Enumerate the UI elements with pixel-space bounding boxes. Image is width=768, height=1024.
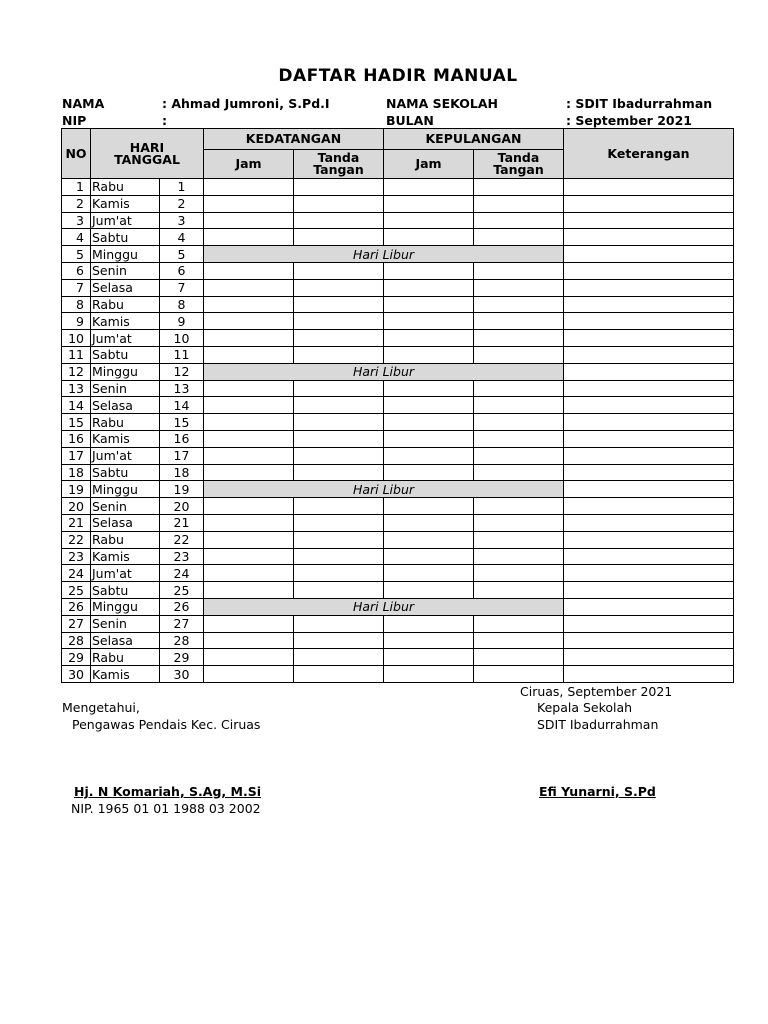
keterangan-cell xyxy=(564,246,734,263)
row-number: 3 xyxy=(62,212,91,229)
table-row xyxy=(62,229,734,246)
ttd-datang-cell xyxy=(294,414,384,431)
ttd-datang-cell xyxy=(294,666,384,683)
row-date: 10 xyxy=(160,330,204,347)
row-date: 6 xyxy=(160,262,204,279)
row-day: Sabtu xyxy=(91,346,160,363)
holiday-label: Hari Libur xyxy=(204,481,564,498)
row-day: Jum'at xyxy=(91,565,160,582)
jam-datang-cell xyxy=(204,666,294,683)
row-day: Rabu xyxy=(91,649,160,666)
right-title-2: SDIT Ibadurrahman xyxy=(537,717,659,732)
right-signatory-name: Efi Yunarni, S.Pd xyxy=(539,784,656,799)
table-row xyxy=(62,582,734,599)
keterangan-cell xyxy=(564,195,734,212)
keterangan-cell xyxy=(564,615,734,632)
ttd-datang-cell xyxy=(294,565,384,582)
row-number: 27 xyxy=(62,615,91,632)
ttd-datang-cell xyxy=(294,179,384,196)
row-number: 30 xyxy=(62,666,91,683)
table-row xyxy=(62,330,734,347)
ttd-datang-cell xyxy=(294,498,384,515)
row-day: Sabtu xyxy=(91,464,160,481)
table-row xyxy=(62,212,734,229)
keterangan-cell xyxy=(564,481,734,498)
row-number: 2 xyxy=(62,195,91,212)
table-row xyxy=(62,565,734,582)
holiday-label: Hari Libur xyxy=(204,246,564,263)
keterangan-cell xyxy=(564,330,734,347)
nama-label: NAMA xyxy=(62,96,105,111)
row-date: 9 xyxy=(160,313,204,330)
row-day: Jum'at xyxy=(91,330,160,347)
right-title-1: Kepala Sekolah xyxy=(537,700,633,715)
jam-pulang-cell xyxy=(384,514,474,531)
jam-pulang-cell xyxy=(384,313,474,330)
row-date: 12 xyxy=(160,363,204,380)
row-date: 14 xyxy=(160,397,204,414)
nama-value: : Ahmad Jumroni, S.Pd.I xyxy=(162,96,330,111)
keterangan-cell xyxy=(564,380,734,397)
table-row xyxy=(62,666,734,683)
table-row xyxy=(62,430,734,447)
keterangan-cell xyxy=(564,363,734,380)
table-row xyxy=(62,246,734,263)
table-row xyxy=(62,195,734,212)
jam-datang-cell xyxy=(204,615,294,632)
row-day: Kamis xyxy=(91,430,160,447)
mengetahui-label: Mengetahui, xyxy=(62,700,140,715)
keterangan-cell xyxy=(564,582,734,599)
jam-datang-cell xyxy=(204,296,294,313)
row-number: 18 xyxy=(62,464,91,481)
row-number: 11 xyxy=(62,346,91,363)
ttd-datang-cell xyxy=(294,632,384,649)
keterangan-cell xyxy=(564,397,734,414)
row-day: Sabtu xyxy=(91,582,160,599)
keterangan-cell xyxy=(564,229,734,246)
ttd-datang-cell xyxy=(294,330,384,347)
ttd-pulang-cell xyxy=(474,313,564,330)
row-date: 23 xyxy=(160,548,204,565)
table-row xyxy=(62,632,734,649)
ttd-datang-cell xyxy=(294,346,384,363)
row-date: 27 xyxy=(160,615,204,632)
row-date: 17 xyxy=(160,447,204,464)
jam-pulang-cell xyxy=(384,179,474,196)
ttd-pulang-cell xyxy=(474,615,564,632)
jam-pulang-cell xyxy=(384,498,474,515)
col-keterangan-header: Keterangan xyxy=(564,129,734,179)
jam-datang-cell xyxy=(204,430,294,447)
jam-datang-cell xyxy=(204,397,294,414)
ttd-pulang-cell xyxy=(474,582,564,599)
row-date: 13 xyxy=(160,380,204,397)
row-day: Selasa xyxy=(91,632,160,649)
jam-pulang-cell xyxy=(384,649,474,666)
ttd-datang-cell xyxy=(294,464,384,481)
ttd-datang-cell xyxy=(294,380,384,397)
row-day: Kamis xyxy=(91,195,160,212)
ttd-pulang-cell xyxy=(474,430,564,447)
row-number: 4 xyxy=(62,229,91,246)
row-date: 28 xyxy=(160,632,204,649)
ttd-pulang-cell xyxy=(474,279,564,296)
row-date: 3 xyxy=(160,212,204,229)
jam-pulang-cell xyxy=(384,430,474,447)
ttd-datang-cell xyxy=(294,430,384,447)
row-date: 24 xyxy=(160,565,204,582)
row-number: 13 xyxy=(62,380,91,397)
keterangan-cell xyxy=(564,346,734,363)
row-day: Jum'at xyxy=(91,447,160,464)
ttd-datang-cell xyxy=(294,313,384,330)
row-date: 21 xyxy=(160,514,204,531)
row-date: 26 xyxy=(160,598,204,615)
ttd-pulang-cell xyxy=(474,330,564,347)
table-row xyxy=(62,296,734,313)
nip-label: NIP xyxy=(62,113,87,128)
jam-datang-cell xyxy=(204,380,294,397)
row-day: Rabu xyxy=(91,531,160,548)
row-number: 26 xyxy=(62,598,91,615)
ttd-datang-cell xyxy=(294,447,384,464)
col-ttd-datang-header: Tanda Tangan xyxy=(294,150,384,179)
jam-datang-cell xyxy=(204,346,294,363)
table-row xyxy=(62,598,734,615)
row-day: Rabu xyxy=(91,414,160,431)
ttd-pulang-cell xyxy=(474,346,564,363)
ttd-pulang-cell xyxy=(474,414,564,431)
row-number: 6 xyxy=(62,262,91,279)
row-date: 20 xyxy=(160,498,204,515)
jam-datang-cell xyxy=(204,548,294,565)
keterangan-cell xyxy=(564,548,734,565)
ttd-datang-cell xyxy=(294,212,384,229)
row-day: Selasa xyxy=(91,397,160,414)
row-day: Senin xyxy=(91,615,160,632)
table-row xyxy=(62,397,734,414)
ttd-pulang-cell xyxy=(474,498,564,515)
sekolah-label: NAMA SEKOLAH xyxy=(386,96,498,111)
col-kepulangan-header: KEPULANGAN xyxy=(384,129,564,150)
ttd-pulang-cell xyxy=(474,632,564,649)
jam-datang-cell xyxy=(204,514,294,531)
keterangan-cell xyxy=(564,447,734,464)
row-date: 4 xyxy=(160,229,204,246)
row-date: 2 xyxy=(160,195,204,212)
jam-pulang-cell xyxy=(384,447,474,464)
jam-pulang-cell xyxy=(384,548,474,565)
row-number: 29 xyxy=(62,649,91,666)
row-number: 8 xyxy=(62,296,91,313)
jam-pulang-cell xyxy=(384,279,474,296)
holiday-label: Hari Libur xyxy=(204,598,564,615)
table-row xyxy=(62,498,734,515)
row-date: 7 xyxy=(160,279,204,296)
row-day: Kamis xyxy=(91,313,160,330)
jam-pulang-cell xyxy=(384,229,474,246)
row-day: Minggu xyxy=(91,363,160,380)
row-day: Selasa xyxy=(91,279,160,296)
table-row xyxy=(62,447,734,464)
row-day: Kamis xyxy=(91,548,160,565)
ttd-pulang-cell xyxy=(474,229,564,246)
col-ttd-pulang-header: Tanda Tangan xyxy=(474,150,564,179)
table-row xyxy=(62,615,734,632)
jam-datang-cell xyxy=(204,447,294,464)
keterangan-cell xyxy=(564,313,734,330)
jam-pulang-cell xyxy=(384,666,474,683)
row-number: 5 xyxy=(62,246,91,263)
row-day: Rabu xyxy=(91,296,160,313)
row-number: 22 xyxy=(62,531,91,548)
row-number: 15 xyxy=(62,414,91,431)
table-row xyxy=(62,262,734,279)
ttd-pulang-cell xyxy=(474,565,564,582)
row-date: 16 xyxy=(160,430,204,447)
ttd-datang-cell xyxy=(294,514,384,531)
keterangan-cell xyxy=(564,649,734,666)
jam-pulang-cell xyxy=(384,212,474,229)
col-jam-datang-header: Jam xyxy=(204,150,294,179)
table-row xyxy=(62,279,734,296)
jam-datang-cell xyxy=(204,632,294,649)
jam-datang-cell xyxy=(204,179,294,196)
row-number: 1 xyxy=(62,179,91,196)
page-title: DAFTAR HADIR MANUAL xyxy=(278,66,518,86)
ttd-datang-cell xyxy=(294,582,384,599)
left-signatory-name: Hj. N Komariah, S.Ag, M.Si xyxy=(74,784,262,799)
row-number: 16 xyxy=(62,430,91,447)
keterangan-cell xyxy=(564,464,734,481)
row-day: Senin xyxy=(91,380,160,397)
row-day: Kamis xyxy=(91,666,160,683)
jam-datang-cell xyxy=(204,498,294,515)
row-day: Senin xyxy=(91,262,160,279)
jam-pulang-cell xyxy=(384,330,474,347)
jam-datang-cell xyxy=(204,195,294,212)
jam-pulang-cell xyxy=(384,195,474,212)
ttd-pulang-cell xyxy=(474,447,564,464)
table-row xyxy=(62,179,734,196)
jam-pulang-cell xyxy=(384,531,474,548)
keterangan-cell xyxy=(564,565,734,582)
jam-datang-cell xyxy=(204,262,294,279)
table-row xyxy=(62,380,734,397)
ttd-datang-cell xyxy=(294,548,384,565)
jam-pulang-cell xyxy=(384,414,474,431)
jam-datang-cell xyxy=(204,212,294,229)
table-row xyxy=(62,531,734,548)
row-day: Jum'at xyxy=(91,212,160,229)
jam-datang-cell xyxy=(204,229,294,246)
attendance-table xyxy=(61,128,734,683)
left-title: Pengawas Pendais Kec. Ciruas xyxy=(72,717,261,732)
jam-datang-cell xyxy=(204,279,294,296)
ttd-pulang-cell xyxy=(474,195,564,212)
ttd-pulang-cell xyxy=(474,179,564,196)
ttd-datang-cell xyxy=(294,296,384,313)
ttd-pulang-cell xyxy=(474,212,564,229)
row-number: 25 xyxy=(62,582,91,599)
holiday-label: Hari Libur xyxy=(204,363,564,380)
row-day: Sabtu xyxy=(91,229,160,246)
keterangan-cell xyxy=(564,598,734,615)
row-date: 22 xyxy=(160,531,204,548)
ttd-datang-cell xyxy=(294,615,384,632)
ttd-pulang-cell xyxy=(474,666,564,683)
row-number: 23 xyxy=(62,548,91,565)
jam-datang-cell xyxy=(204,649,294,666)
bulan-label: BULAN xyxy=(386,113,434,128)
jam-pulang-cell xyxy=(384,632,474,649)
row-number: 20 xyxy=(62,498,91,515)
ttd-datang-cell xyxy=(294,262,384,279)
col-jam-pulang-header: Jam xyxy=(384,150,474,179)
table-row xyxy=(62,346,734,363)
ttd-pulang-cell xyxy=(474,514,564,531)
ttd-datang-cell xyxy=(294,531,384,548)
jam-datang-cell xyxy=(204,313,294,330)
ttd-pulang-cell xyxy=(474,531,564,548)
row-number: 10 xyxy=(62,330,91,347)
ttd-pulang-cell xyxy=(474,464,564,481)
ttd-pulang-cell xyxy=(474,649,564,666)
keterangan-cell xyxy=(564,666,734,683)
row-date: 11 xyxy=(160,346,204,363)
nip-value: : xyxy=(162,113,167,128)
row-day: Selasa xyxy=(91,514,160,531)
row-day: Minggu xyxy=(91,598,160,615)
table-row xyxy=(62,548,734,565)
row-number: 24 xyxy=(62,565,91,582)
sekolah-value: : SDIT Ibadurrahman xyxy=(566,96,713,111)
jam-datang-cell xyxy=(204,565,294,582)
left-signatory-nip: NIP. 1965 01 01 1988 03 2002 xyxy=(71,801,261,816)
bulan-value: : September 2021 xyxy=(566,113,692,128)
jam-pulang-cell xyxy=(384,380,474,397)
row-date: 8 xyxy=(160,296,204,313)
row-number: 17 xyxy=(62,447,91,464)
jam-pulang-cell xyxy=(384,296,474,313)
keterangan-cell xyxy=(564,296,734,313)
row-date: 18 xyxy=(160,464,204,481)
jam-pulang-cell xyxy=(384,397,474,414)
col-kedatangan-header: KEDATANGAN xyxy=(204,129,384,150)
row-day: Minggu xyxy=(91,481,160,498)
row-date: 30 xyxy=(160,666,204,683)
row-number: 9 xyxy=(62,313,91,330)
ttd-datang-cell xyxy=(294,279,384,296)
row-date: 25 xyxy=(160,582,204,599)
ttd-datang-cell xyxy=(294,195,384,212)
ttd-pulang-cell xyxy=(474,296,564,313)
keterangan-cell xyxy=(564,279,734,296)
ttd-datang-cell xyxy=(294,649,384,666)
jam-pulang-cell xyxy=(384,464,474,481)
jam-datang-cell xyxy=(204,330,294,347)
jam-pulang-cell xyxy=(384,565,474,582)
jam-pulang-cell xyxy=(384,582,474,599)
jam-datang-cell xyxy=(204,582,294,599)
row-number: 21 xyxy=(62,514,91,531)
jam-pulang-cell xyxy=(384,615,474,632)
row-date: 29 xyxy=(160,649,204,666)
ttd-datang-cell xyxy=(294,229,384,246)
row-date: 1 xyxy=(160,179,204,196)
row-date: 19 xyxy=(160,481,204,498)
table-row xyxy=(62,363,734,380)
table-row xyxy=(62,514,734,531)
keterangan-cell xyxy=(564,179,734,196)
keterangan-cell xyxy=(564,212,734,229)
attendance-rows xyxy=(62,179,734,683)
row-day: Minggu xyxy=(91,246,160,263)
row-number: 12 xyxy=(62,363,91,380)
ttd-datang-cell xyxy=(294,397,384,414)
keterangan-cell xyxy=(564,514,734,531)
row-date: 5 xyxy=(160,246,204,263)
jam-pulang-cell xyxy=(384,346,474,363)
row-day: Senin xyxy=(91,498,160,515)
keterangan-cell xyxy=(564,498,734,515)
jam-datang-cell xyxy=(204,464,294,481)
table-row xyxy=(62,414,734,431)
keterangan-cell xyxy=(564,414,734,431)
row-number: 19 xyxy=(62,481,91,498)
col-hari-tanggal-header: HARI TANGGAL xyxy=(91,129,204,179)
row-number: 28 xyxy=(62,632,91,649)
keterangan-cell xyxy=(564,430,734,447)
ttd-pulang-cell xyxy=(474,397,564,414)
row-number: 7 xyxy=(62,279,91,296)
ttd-pulang-cell xyxy=(474,548,564,565)
jam-pulang-cell xyxy=(384,262,474,279)
jam-datang-cell xyxy=(204,531,294,548)
table-row xyxy=(62,313,734,330)
ttd-pulang-cell xyxy=(474,262,564,279)
row-number: 14 xyxy=(62,397,91,414)
table-row xyxy=(62,649,734,666)
keterangan-cell xyxy=(564,632,734,649)
ttd-pulang-cell xyxy=(474,380,564,397)
table-row xyxy=(62,481,734,498)
row-day: Rabu xyxy=(91,179,160,196)
place-date: Ciruas, September 2021 xyxy=(520,684,673,699)
keterangan-cell xyxy=(564,262,734,279)
keterangan-cell xyxy=(564,531,734,548)
col-no-header: NO xyxy=(62,129,91,179)
table-row xyxy=(62,464,734,481)
jam-datang-cell xyxy=(204,414,294,431)
row-date: 15 xyxy=(160,414,204,431)
